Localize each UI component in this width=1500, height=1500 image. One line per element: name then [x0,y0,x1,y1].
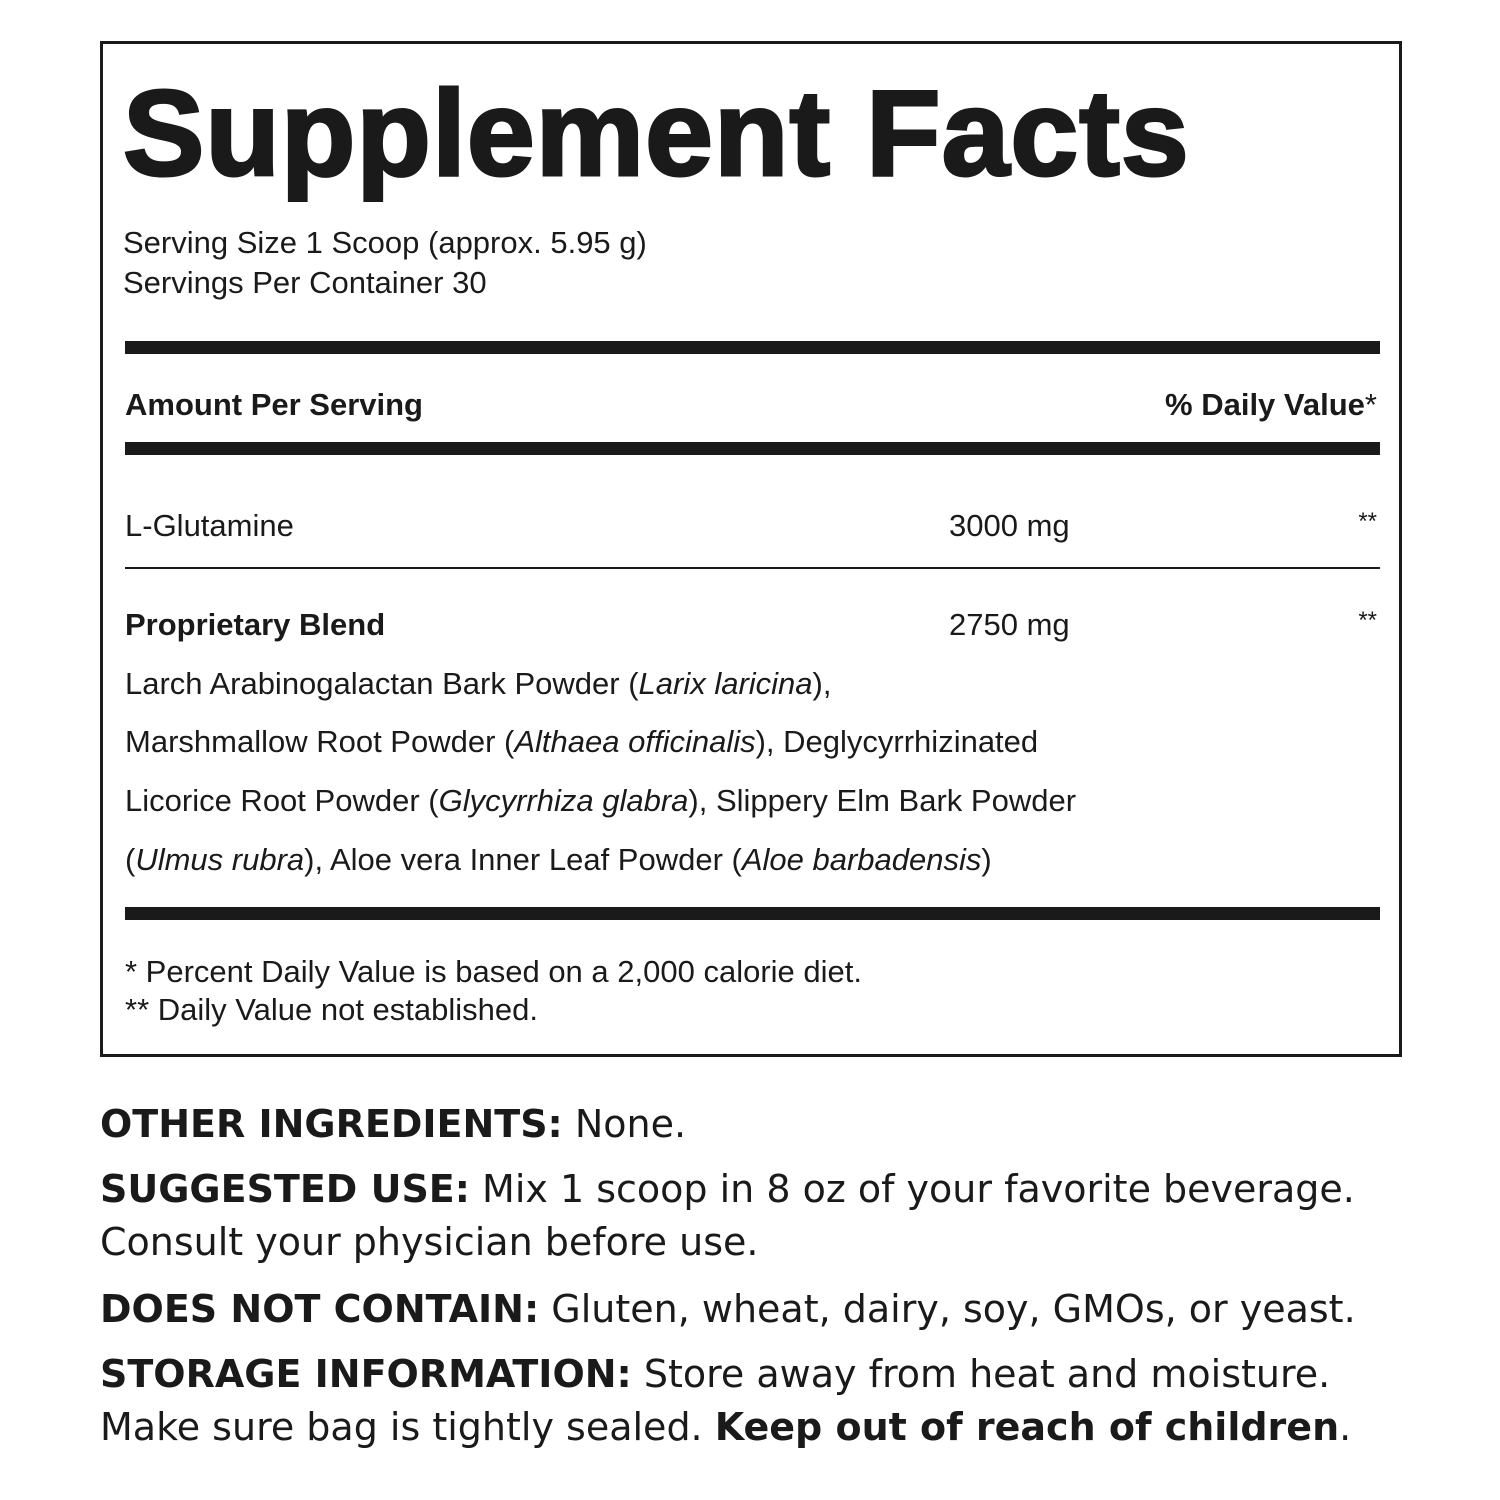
footnote-daily-value: * Percent Daily Value is based on a 2,000 calorie diet. [125,954,862,989]
divider-thick-bottom [125,907,1380,920]
storage-information-label: STORAGE INFORMATION: [100,1352,632,1396]
servings-per-container: Servings Per Container 30 [123,265,487,300]
panel-title: Supplement Facts [123,65,1190,201]
nutrient-amount: 3000 mg [949,508,1070,543]
other-ingredients-label: OTHER INGREDIENTS: [100,1102,563,1146]
daily-value-header [1165,389,1377,420]
blend-text: Larch Arabinogalactan Bark Powder ( [125,666,639,701]
divider-thick-header [125,442,1380,455]
blend-latin-name: Althaea officinalis [514,724,756,759]
daily-value-header-mark: * [1364,387,1377,422]
divider-thin [125,567,1380,569]
serving-size: Serving Size 1 Scoop (approx. 5.95 g) [123,225,647,260]
storage-information [100,1352,1390,1396]
other-ingredients-text: None. [562,1102,687,1146]
does-not-contain-text: Gluten, wheat, dairy, soy, GMOs, or yeast. [539,1287,1356,1331]
storage-information-text: Store away from heat and moisture. [631,1352,1331,1396]
blend-text: Marshmallow Root Powder ( [125,724,515,759]
blend-text: ) [981,842,992,877]
supplement-facts-panel [100,41,1402,1057]
other-ingredients [100,1102,1390,1146]
suggested-use-line-2: Consult your physician before use. [100,1220,759,1264]
suggested-use [100,1167,1390,1211]
does-not-contain [100,1287,1390,1331]
storage-information-line-2 [100,1405,1390,1449]
suggested-use-text: Mix 1 scoop in 8 oz of your favorite beverage. [469,1167,1355,1211]
blend-daily-value: ** [1358,607,1377,634]
blend-amount: 2750 mg [949,607,1070,642]
blend-text: ), Aloe vera Inner Leaf Powder ( [304,842,742,877]
blend-latin-name: Glycyrrhiza glabra [438,783,689,818]
blend-text: ), Deglycyrrhizinated [755,724,1039,759]
blend-text: ( [125,842,136,877]
blend-text: ), [812,666,832,701]
storage-sealed-text: Make sure bag is tightly sealed. [100,1405,715,1449]
amount-per-serving-header: Amount Per Serving [125,387,423,422]
blend-latin-name: Ulmus rubra [135,842,305,877]
blend-text: ), Slippery Elm Bark Powder [688,783,1077,818]
divider-thick-top [125,341,1380,354]
nutrient-daily-value: ** [1358,508,1377,535]
daily-value-header-label: % Daily Value [1165,387,1365,422]
blend-name: Proprietary Blend [125,607,386,642]
blend-ingredients-line-4 [125,844,992,875]
does-not-contain-label: DOES NOT CONTAIN: [100,1287,540,1331]
blend-latin-name: Aloe barbadensis [741,842,982,877]
blend-text: Licorice Root Powder ( [125,783,439,818]
blend-latin-name: Larix laricina [638,666,813,701]
child-warning: Keep out of reach of children [714,1405,1340,1449]
storage-end: . [1339,1405,1352,1449]
blend-ingredients-line-1 [125,668,831,699]
suggested-use-label: SUGGESTED USE: [100,1167,470,1211]
blend-ingredients-line-2 [125,726,1038,757]
nutrient-name: L-Glutamine [125,508,294,543]
footnote-not-established: ** Daily Value not established. [125,992,539,1027]
blend-ingredients-line-3 [125,785,1076,816]
